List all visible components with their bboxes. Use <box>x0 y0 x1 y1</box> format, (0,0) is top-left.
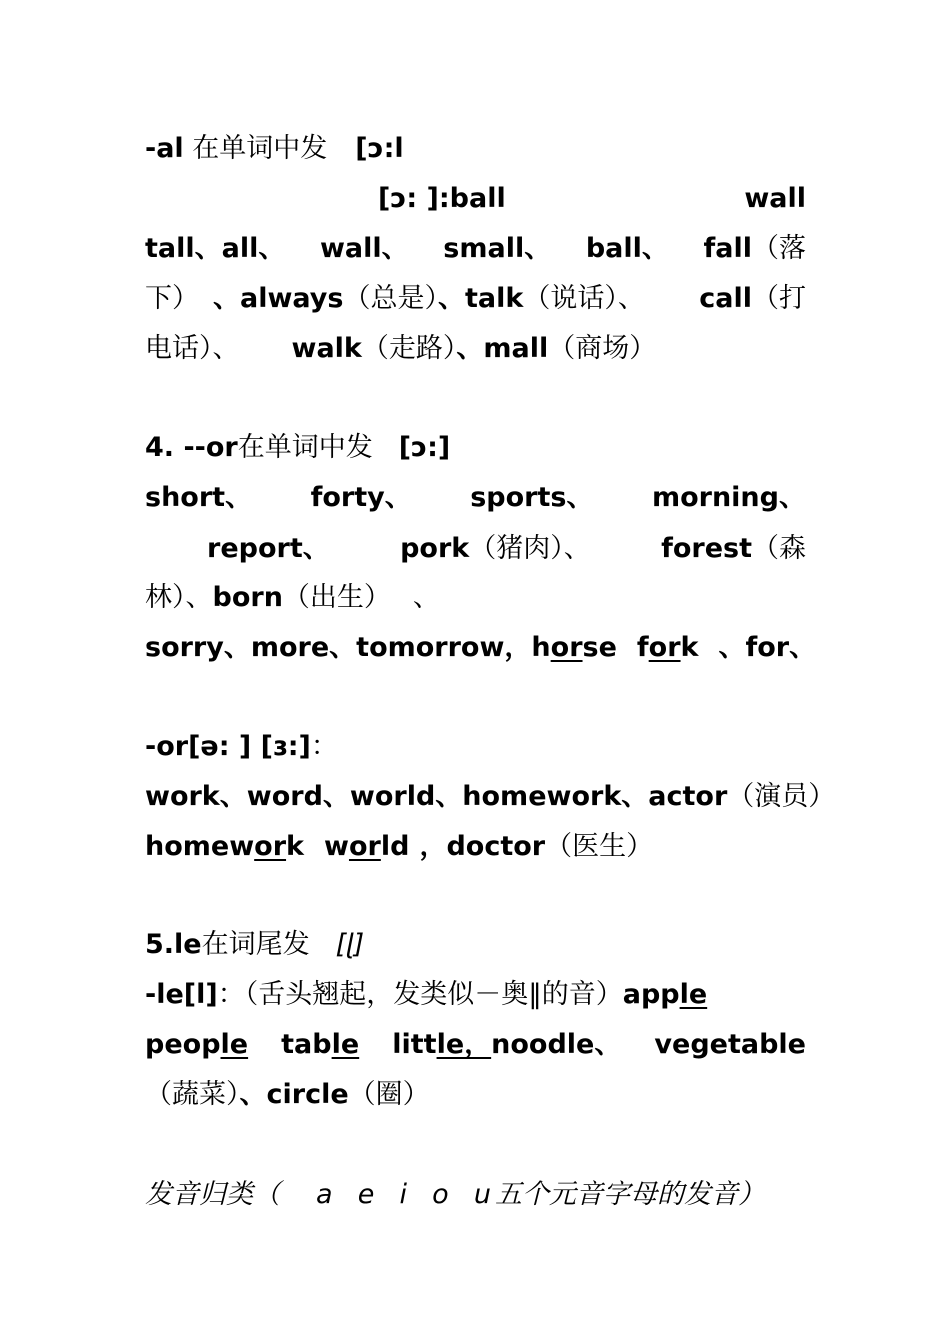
word-doctor-cn: （医生） <box>545 831 654 862</box>
text-xia: 下） <box>145 283 199 314</box>
or2-heading-ipa: -or[ə: ] [ɜ:] <box>145 731 311 762</box>
word-item: sports、 <box>470 482 594 513</box>
word-item: small、 <box>443 233 552 264</box>
text-lin: 林）、 <box>145 582 213 613</box>
word-pork: pork <box>400 533 470 564</box>
word-table-start: tab <box>281 1029 332 1060</box>
underlined-le: le， <box>436 1029 492 1060</box>
or-heading-text: 在单词中发 <box>237 432 373 463</box>
word-born: born <box>212 582 283 613</box>
or-line-3 <box>145 580 806 616</box>
word-people <box>145 1027 248 1063</box>
word-fork-end: k <box>680 632 699 663</box>
al-ipa-ball: [ɔ: ]:ball <box>378 183 506 214</box>
word-sequence: sorry、more、tomorrow，h <box>145 632 551 663</box>
word-actor-cn: （演员） <box>727 781 836 812</box>
word-for: 、for、 <box>718 632 817 663</box>
underlined-le: le <box>331 1029 360 1060</box>
word-forest-group <box>661 531 806 567</box>
al-line-2 <box>145 181 806 217</box>
le-line-2 <box>145 1027 806 1063</box>
word-talk: 、talk <box>437 283 524 314</box>
word-little-start: litt <box>392 1029 437 1060</box>
word-forest-cn: （森 <box>751 533 806 564</box>
vowel-letters: a e i o u <box>316 1179 491 1210</box>
word-mall-cn: （商场） <box>548 333 657 364</box>
underlined-or: or <box>348 831 381 862</box>
or-line-2 <box>207 531 806 567</box>
word-table <box>281 1027 359 1063</box>
le-heading <box>145 927 806 963</box>
word-item: morning、 <box>651 482 806 513</box>
le-description: ：（舌头翘起，发类似－奥‖的音） <box>217 979 623 1010</box>
le-heading-text: 在词尾发 <box>201 929 310 960</box>
al-line-4-a <box>145 281 645 317</box>
word-little <box>392 1027 621 1063</box>
or2-heading <box>145 729 806 765</box>
word-fall: fall <box>703 233 752 264</box>
underlined-le: le <box>679 979 708 1010</box>
word-item: short、 <box>145 482 253 513</box>
word-fork-start: f <box>636 632 649 663</box>
word-item-fall <box>704 231 806 267</box>
underlined-or: or <box>254 831 287 862</box>
word-walk: walk <box>291 333 362 364</box>
al-heading-word: -al <box>145 133 184 164</box>
text-dun: 、 <box>412 582 440 613</box>
word-noodle: noodle、 <box>491 1029 622 1060</box>
le-line-3 <box>145 1077 806 1113</box>
word-world-start: w <box>324 831 349 862</box>
text-dianhua: 电话）、 <box>145 333 240 364</box>
word-mall: 、mall <box>456 333 549 364</box>
al-heading-text: 在单词中发 <box>183 133 328 164</box>
al-line-5 <box>145 331 806 367</box>
or-heading-ipa: [ɔ:] <box>398 432 451 463</box>
word-item: wall、 <box>319 233 409 264</box>
word-report: report、 <box>207 533 330 564</box>
word-always-cn: （总是） <box>343 283 438 314</box>
or-heading <box>145 430 806 466</box>
word-horse-end: se <box>582 632 617 663</box>
vowels-text-start: 发音归类（ <box>145 1179 280 1210</box>
word-fall-cn: （落 <box>751 233 806 264</box>
word-apple-start: app <box>622 979 680 1010</box>
word-item: forty、 <box>310 482 412 513</box>
underlined-or: or <box>648 632 681 663</box>
al-line-3 <box>145 231 806 267</box>
comma: ， <box>419 831 447 862</box>
word-homework-end: k <box>286 831 305 862</box>
word-circle: 、circle <box>239 1079 349 1110</box>
word-walk-cn: （走路） <box>361 333 457 364</box>
underlined-le: le <box>220 1029 249 1060</box>
underlined-or: or <box>550 632 583 663</box>
or-line-1 <box>145 480 806 516</box>
le-ipa: -le[l] <box>145 979 218 1010</box>
word-doctor: doctor <box>446 831 546 862</box>
word-call-cn: （打 <box>752 283 806 314</box>
or2-heading-colon: ： <box>310 731 338 762</box>
word-born-cn: （出生） <box>282 582 391 613</box>
word-always: 、always <box>213 283 344 314</box>
vowels-line <box>145 1177 806 1213</box>
al-wall: wall <box>744 183 806 214</box>
le-heading-word: 5.le <box>145 929 202 960</box>
word-pork-cn: （猪肉）、 <box>469 533 591 564</box>
word-world-end: ld <box>380 831 410 862</box>
al-heading-ipa: [ɔ:l <box>355 133 404 164</box>
or2-line-1 <box>145 779 836 815</box>
word-vegetable: vegetable <box>654 1029 806 1060</box>
or2-line-2 <box>145 829 806 865</box>
or-heading-word: 4. --or <box>145 432 238 463</box>
word-item: ball、 <box>585 233 669 264</box>
vowels-text-end: 五个元音字母的发音） <box>494 1179 765 1210</box>
word-talk-cn: （说话）、 <box>523 283 645 314</box>
le-line-1 <box>145 977 806 1013</box>
or-line-4 <box>145 630 817 666</box>
word-item: tall、all、 <box>145 233 286 264</box>
word-sequence: work、word、world、homework、actor <box>145 781 728 812</box>
al-line-4 <box>145 281 806 317</box>
word-vegetable-cn: （蔬菜） <box>145 1079 240 1110</box>
word-people-start: peop <box>145 1029 221 1060</box>
word-call: call <box>699 283 752 314</box>
al-heading <box>145 131 806 167</box>
word-circle-cn: （圈） <box>348 1079 430 1110</box>
word-forest: forest <box>661 533 752 564</box>
le-heading-ipa: [ɭ] <box>335 929 365 960</box>
word-pork-group <box>400 531 591 567</box>
al-line-4-b <box>699 281 806 317</box>
word-homework-start: homew <box>145 831 255 862</box>
